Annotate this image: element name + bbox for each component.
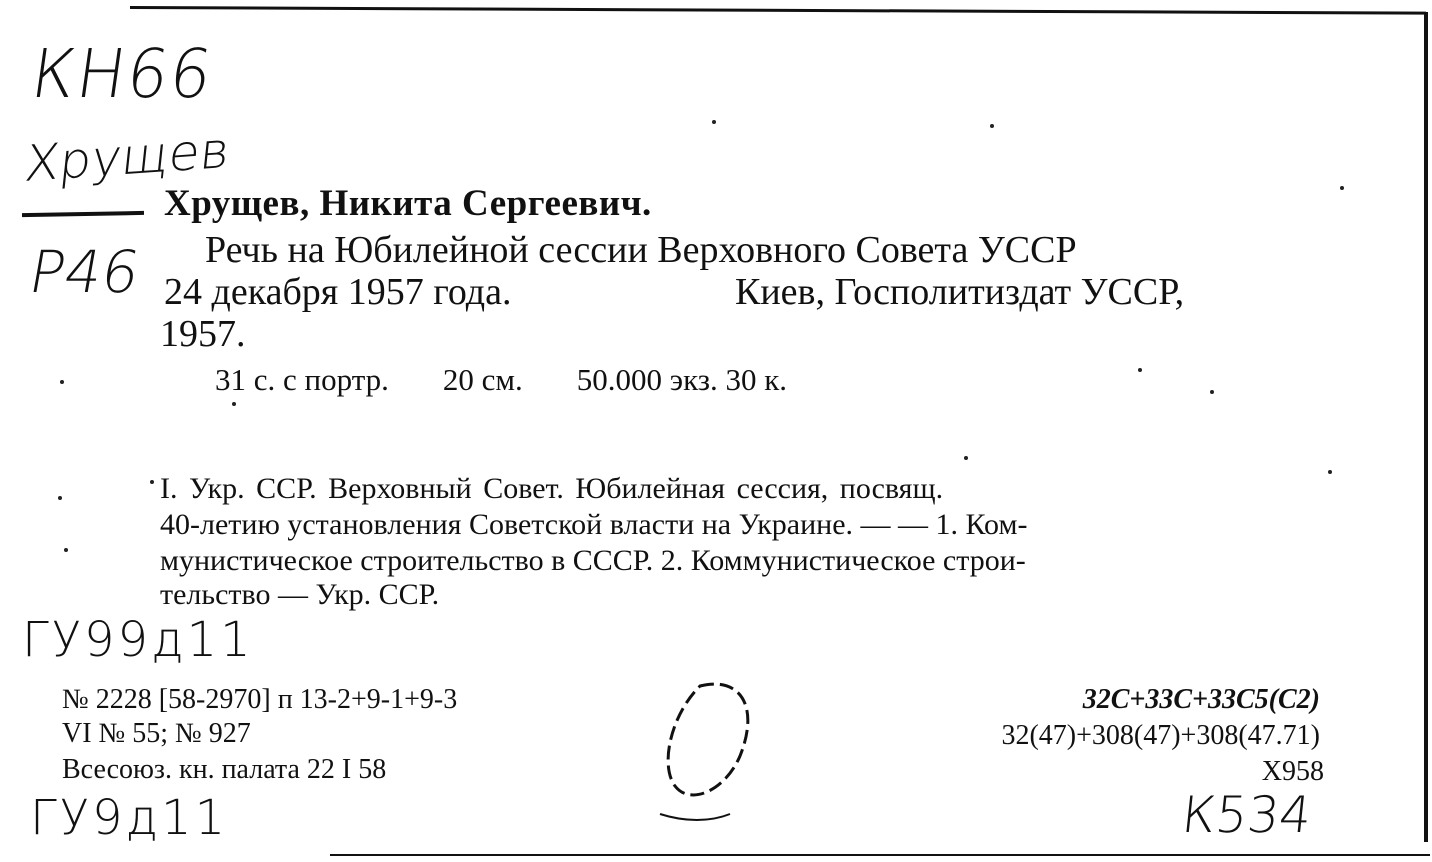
handwritten-author: Хрущев — [21, 121, 233, 193]
collation — [215, 362, 841, 398]
handwritten-code: КН66 — [26, 36, 219, 114]
imprint-place-publisher: Киев, Госполитиздат УССР, — [735, 271, 1185, 313]
subject-line: 40-летию установления Советской власти на Украине. — — 1. Ком- — [160, 508, 1028, 541]
scan-speck — [1340, 186, 1344, 190]
author-heading: Хрущев, Никита Сергеевич. — [164, 183, 652, 224]
subject-line: I. Укр. ССР. Верховный Совет. Юбилейная сессия, посвящ. — [160, 472, 944, 505]
classification-line: 32(47)+308(47)+308(47.71) — [1001, 720, 1320, 751]
subject-line: тельство — Укр. ССР. — [160, 578, 440, 611]
handwritten-shelf-mark: Р46 — [24, 238, 145, 306]
title-line: 24 декабря 1957 года. — [164, 271, 512, 313]
scan-speck — [1138, 368, 1142, 372]
collation-size: 20 см. — [442, 362, 523, 397]
card-bottom-edge — [330, 854, 1430, 856]
author-underline — [22, 211, 144, 217]
scan-speck — [60, 380, 64, 384]
scan-speck — [964, 456, 968, 460]
scan-speck — [1328, 470, 1332, 474]
scan-speck — [990, 124, 994, 128]
card-right-edge — [1424, 12, 1428, 842]
imprint-line: Всесоюз. кн. палата 22 I 58 — [62, 754, 387, 785]
scan-speck — [150, 480, 154, 484]
handwritten-location: ГУ99д11 — [22, 612, 254, 668]
classification-line: Х958 — [1261, 756, 1324, 787]
imprint-line: VI № 55; № 927 — [62, 718, 251, 749]
handwritten-location: ГУ9д11 — [30, 790, 229, 846]
handwritten-number: К534 — [1178, 786, 1315, 844]
stamp-oval-mark — [640, 676, 770, 826]
imprint-line: № 2228 [58-2970] п 13-2+9-1+9-3 — [62, 684, 458, 715]
subject-line: мунистическое строительство в СССР. 2. Коммунистическое строи- — [160, 544, 1026, 577]
scan-speck — [58, 496, 62, 500]
scan-speck — [232, 402, 236, 406]
card-top-edge — [130, 6, 1426, 15]
imprint-year: 1957. — [160, 313, 246, 355]
collation-print-run: 50.000 экз. 30 к. — [576, 362, 788, 397]
scan-speck — [712, 120, 716, 124]
scan-speck — [64, 548, 68, 552]
collation-pages: 31 с. с портр. — [215, 362, 389, 397]
classification-line: 32С+33С+33С5(С2) — [1082, 684, 1320, 715]
scan-speck — [1210, 390, 1214, 394]
title-line: Речь на Юбилейной сессии Верховного Совета УССР — [205, 229, 1077, 271]
